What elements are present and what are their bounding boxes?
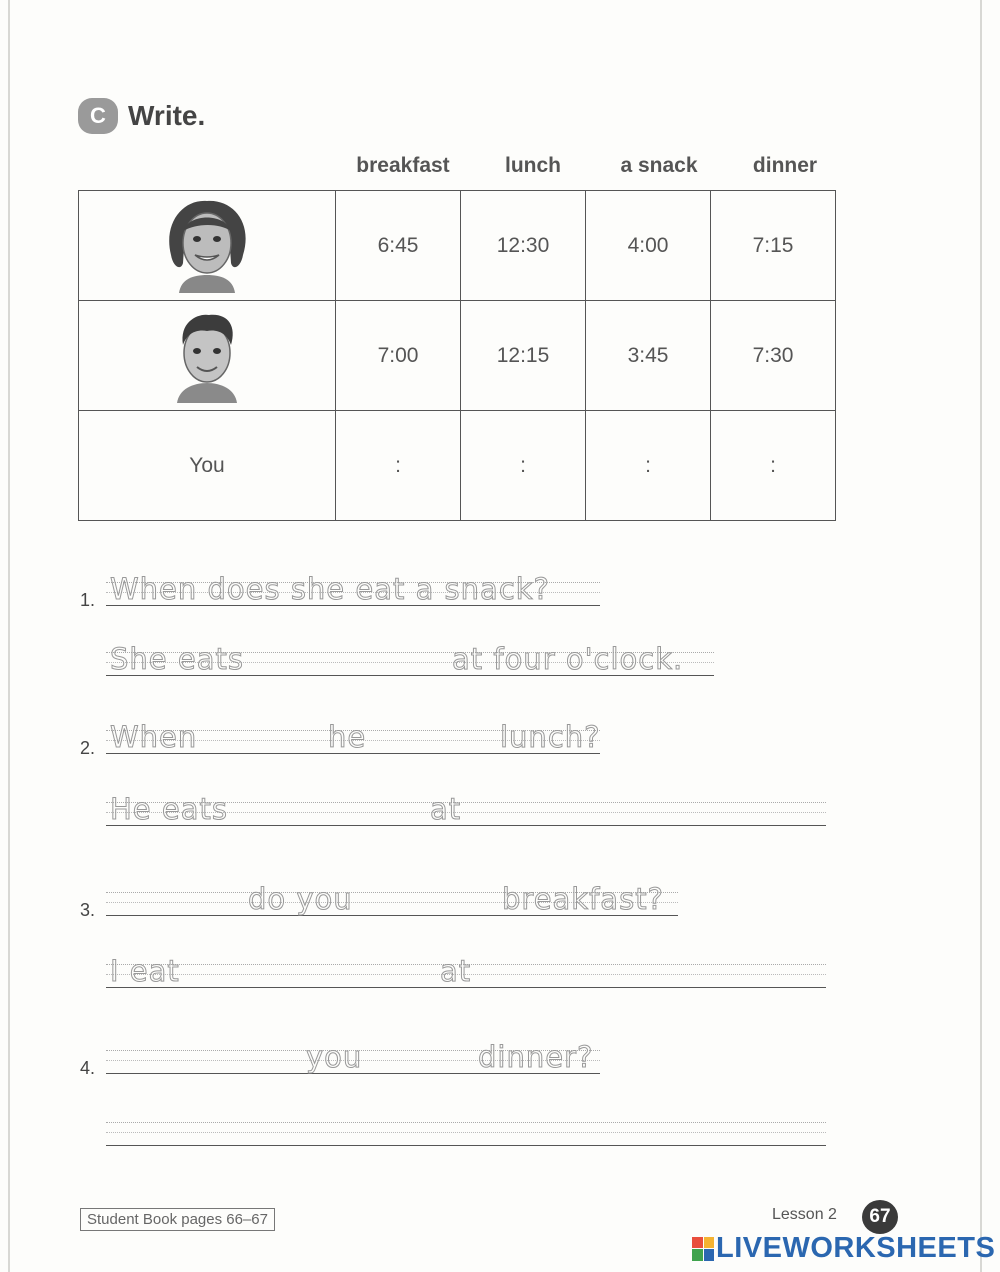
- time-input-cell[interactable]: :: [586, 411, 711, 521]
- exercise-header: [78, 98, 205, 134]
- column-header-lunch: lunch: [505, 154, 561, 177]
- time-cell: 4:00: [586, 191, 711, 301]
- liveworksheets-logo[interactable]: [692, 1232, 995, 1265]
- liveworksheets-icon: [692, 1237, 714, 1261]
- traced-answer-start: He eats: [110, 792, 228, 826]
- traced-answer-start: She eats: [110, 642, 244, 676]
- boy-portrait-cell: [79, 301, 336, 411]
- traced-answer-word: at: [440, 954, 472, 988]
- time-input-cell[interactable]: :: [461, 411, 586, 521]
- exercise-number: 1.: [80, 590, 96, 610]
- traced-question-word: he: [328, 720, 367, 754]
- traced-question-word: dinner?: [478, 1040, 594, 1074]
- boy-face-icon: [157, 303, 257, 403]
- page-edge-right: [980, 0, 982, 1272]
- time-cell: 6:45: [336, 191, 461, 301]
- time-cell: 7:30: [711, 301, 836, 411]
- table-row-you: [79, 411, 836, 521]
- exercise-number: 3.: [80, 900, 96, 920]
- table-row-girl: [79, 191, 836, 301]
- exercise-number: 4.: [80, 1058, 96, 1078]
- girl-face-icon: [157, 193, 257, 293]
- meal-times-table: [78, 190, 836, 521]
- time-cell: 12:15: [461, 301, 586, 411]
- lesson-label: Lesson 2: [772, 1206, 837, 1223]
- traced-answer-start: I eat: [110, 954, 180, 988]
- traced-question-word: When: [110, 720, 198, 754]
- page-edge-left: [8, 0, 10, 1272]
- column-header-breakfast: breakfast: [356, 154, 450, 177]
- traced-question: When does she eat a snack?: [110, 572, 550, 606]
- traced-answer-end: at four o'clock.: [452, 642, 684, 676]
- time-cell: 12:30: [461, 191, 586, 301]
- time-input-cell[interactable]: :: [711, 411, 836, 521]
- column-header-snack: a snack: [620, 154, 698, 177]
- time-input-cell[interactable]: :: [336, 411, 461, 521]
- column-header-dinner: dinner: [752, 154, 818, 177]
- table-row-boy: [79, 301, 836, 411]
- traced-question-word: do you: [248, 882, 353, 916]
- time-cell: 7:00: [336, 301, 461, 411]
- traced-question-word: breakfast?: [502, 882, 664, 916]
- girl-portrait-cell: [79, 191, 336, 301]
- time-cell: 3:45: [586, 301, 711, 411]
- exercise-title: Write.: [128, 100, 206, 131]
- liveworksheets-brand: LIVEWORKSHEETS: [716, 1232, 996, 1264]
- writing-line[interactable]: [106, 1122, 826, 1146]
- exercise-badge: C: [78, 98, 118, 134]
- exercise-number: 2.: [80, 738, 96, 758]
- traced-question-word: lunch?: [500, 720, 601, 754]
- student-book-reference: Student Book pages 66–67: [80, 1208, 275, 1231]
- you-label-cell: You: [79, 411, 336, 521]
- page-number: 67: [862, 1200, 898, 1234]
- time-cell: 7:15: [711, 191, 836, 301]
- traced-answer-word: at: [430, 792, 462, 826]
- traced-question-word: you: [306, 1040, 363, 1074]
